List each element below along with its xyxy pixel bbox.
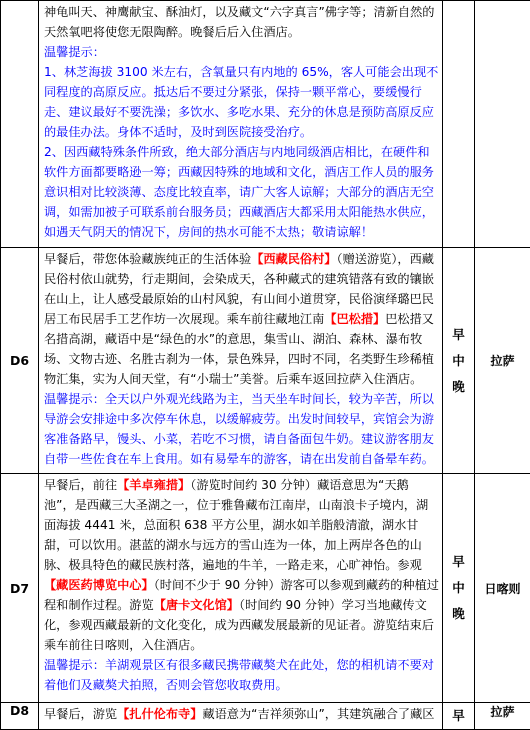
day-description: [44, 249, 439, 389]
desc-text: （游览时间约 30 分钟）藏语意思为“天鹅池”，是西藏三大圣湖之一，位于雅鲁藏布江南岸，山南浪卡子境内，湖面海拔 4441 米，总面积 638 平方公里，湖水如羊脂般清澈，湖水甘甜，可以饮用。湛蓝的湖水与远方的雪山连为一体，加上两岸各色的山脉、极具特色的藏民族村落，遍地的牛羊，一路走来，心旷神怡。参观: [44, 478, 428, 572]
day-description: [44, 475, 439, 655]
description-cell: [39, 474, 443, 703]
day-label: D6: [1, 248, 39, 474]
meal-breakfast: 早: [443, 549, 474, 575]
desc-text: （时间不少于 90 分钟）游客可以参观到藏药的种植过程和制作过程。游览: [44, 578, 439, 612]
spot-name: 【西藏民俗村】: [251, 252, 336, 266]
spot-name: 【扎什伦布寺】: [117, 707, 202, 721]
itinerary-row-d7: [1, 474, 530, 703]
desc-text: 藏语意为“吉祥须弥山”，其建筑融合了藏区: [202, 707, 434, 721]
desc-text: 早餐后，游览: [44, 707, 117, 721]
meal-lunch: 中: [443, 348, 474, 374]
city-cell: 拉萨: [475, 248, 530, 474]
itinerary-row-continued: [1, 1, 530, 248]
meal-breakfast: 早: [443, 703, 475, 730]
meal-lunch: 中: [443, 575, 474, 601]
tip-1: 1、林芝海拔 3100 米左右，含氧量只有内地的 65%，客人可能会出现不同程度的高原反应。抵达后不要过分紧张，保持一颗平常心，要缓慢行走、建议最好不要洗澡；多饮水、多吃水果、充分的休息是预防高原反应的最佳办法。身体不适时，及时到医院接受治疗。: [44, 62, 439, 142]
tip-2: 2、因西藏特殊条件所致，绝大部分酒店与内地同级酒店相比，在硬件和软件方面都要略逊一筹；西藏因特殊的地域和文化，酒店工作人员的服务意识相对比较淡薄、态度比较直率，请广大客人谅解；大部分的酒店无空调，如需加被子可联系前台服务员；西藏酒店大都采用太阳能热水供应，如遇天气阴天的情况下，房间的热水可能不太热；敬请谅解！: [44, 142, 439, 242]
day-description: [44, 704, 439, 724]
meal-cell-empty: [443, 1, 475, 248]
meal-dinner: 晚: [443, 374, 474, 400]
description-cell: [39, 703, 443, 730]
tip-title: 温馨提示：: [44, 42, 439, 62]
spot-name: 【藏医药博览中心】: [44, 578, 154, 592]
intro-text: 神龟叫天、神鹰献宝、酥油灯，以及藏文“六字真言”佛字等；清新自然的天然氧吧将使您无限陶醉。晚餐后后入住酒店。: [44, 2, 439, 42]
itinerary-row-d8: [1, 703, 530, 730]
meals-cell: [443, 474, 475, 703]
desc-text: （时间约 90 分钟）学习当地藏传文化，参观西藏最新的文化变化，成为西藏发展最新的见证者。游览结束后乘车前往日喀则，入住酒店。: [44, 598, 434, 652]
itinerary-row-d6: [1, 248, 530, 474]
meal-breakfast: 早: [443, 322, 474, 348]
meals-cell: [443, 248, 475, 474]
spot-name: 【巴松措】: [324, 312, 385, 326]
desc-text: （赠送游览），西藏民俗村依山就势，行走期间，会染成天，各种藏式的建筑错落有致的镶嵌在山上，让人感受最原始的山村风貌，有山间小道贯穿，民俗演绎璐巴民居工布民居手工艺作坊一次展现。乘车前往藏地江南: [44, 252, 434, 326]
desc-text: 早餐后，带您体验藏族纯正的生活体验: [44, 252, 251, 266]
desc-text: 巴松措又名措高湖，藏语中是“绿色的水”的意思，集雪山、湖泊、森林、瀑布牧场、文物古迹、名胜古刹为一体，景色殊异，四时不同，名类野生珍稀植物汇集，实为人间天堂，有“小瑞士”美誉。后乘车返回拉萨入住酒店。: [44, 312, 434, 386]
spot-name: 【羊卓雍措】: [117, 478, 190, 492]
tip-text: 温馨提示：羊湖观景区有很多藏民携带藏獒犬在此处，您的相机请不要对着他们及藏獒犬拍照，否则会管您收取费用。: [44, 655, 439, 695]
desc-text: 早餐后，前往: [44, 478, 117, 492]
description-cell: [39, 248, 443, 474]
tip-text: 温馨提示：全天以户外观光线路为主，当天坐车时间长，较为辛苦，所以导游会安排途中多次停车休息，以缓解疲劳。出发时间较早，宾馆会为游客准备路早，馒头、小菜，若吃不习惯，请自备面包牛奶。建议游客朋友自带一些佐食在车上食用。如有易晕车的游客，请在出发前自备晕车药。: [44, 389, 439, 469]
day-label: D8: [1, 703, 39, 730]
meal-dinner: 晚: [443, 601, 474, 627]
spot-name: 【唐卡文化馆】: [154, 598, 239, 612]
city-cell: 拉萨: [475, 703, 530, 730]
description-cell: [39, 1, 443, 248]
day-label: D7: [1, 474, 39, 703]
day-cell-empty: [1, 1, 39, 248]
city-cell: 日喀则: [475, 474, 530, 703]
city-cell-empty: [475, 1, 530, 248]
